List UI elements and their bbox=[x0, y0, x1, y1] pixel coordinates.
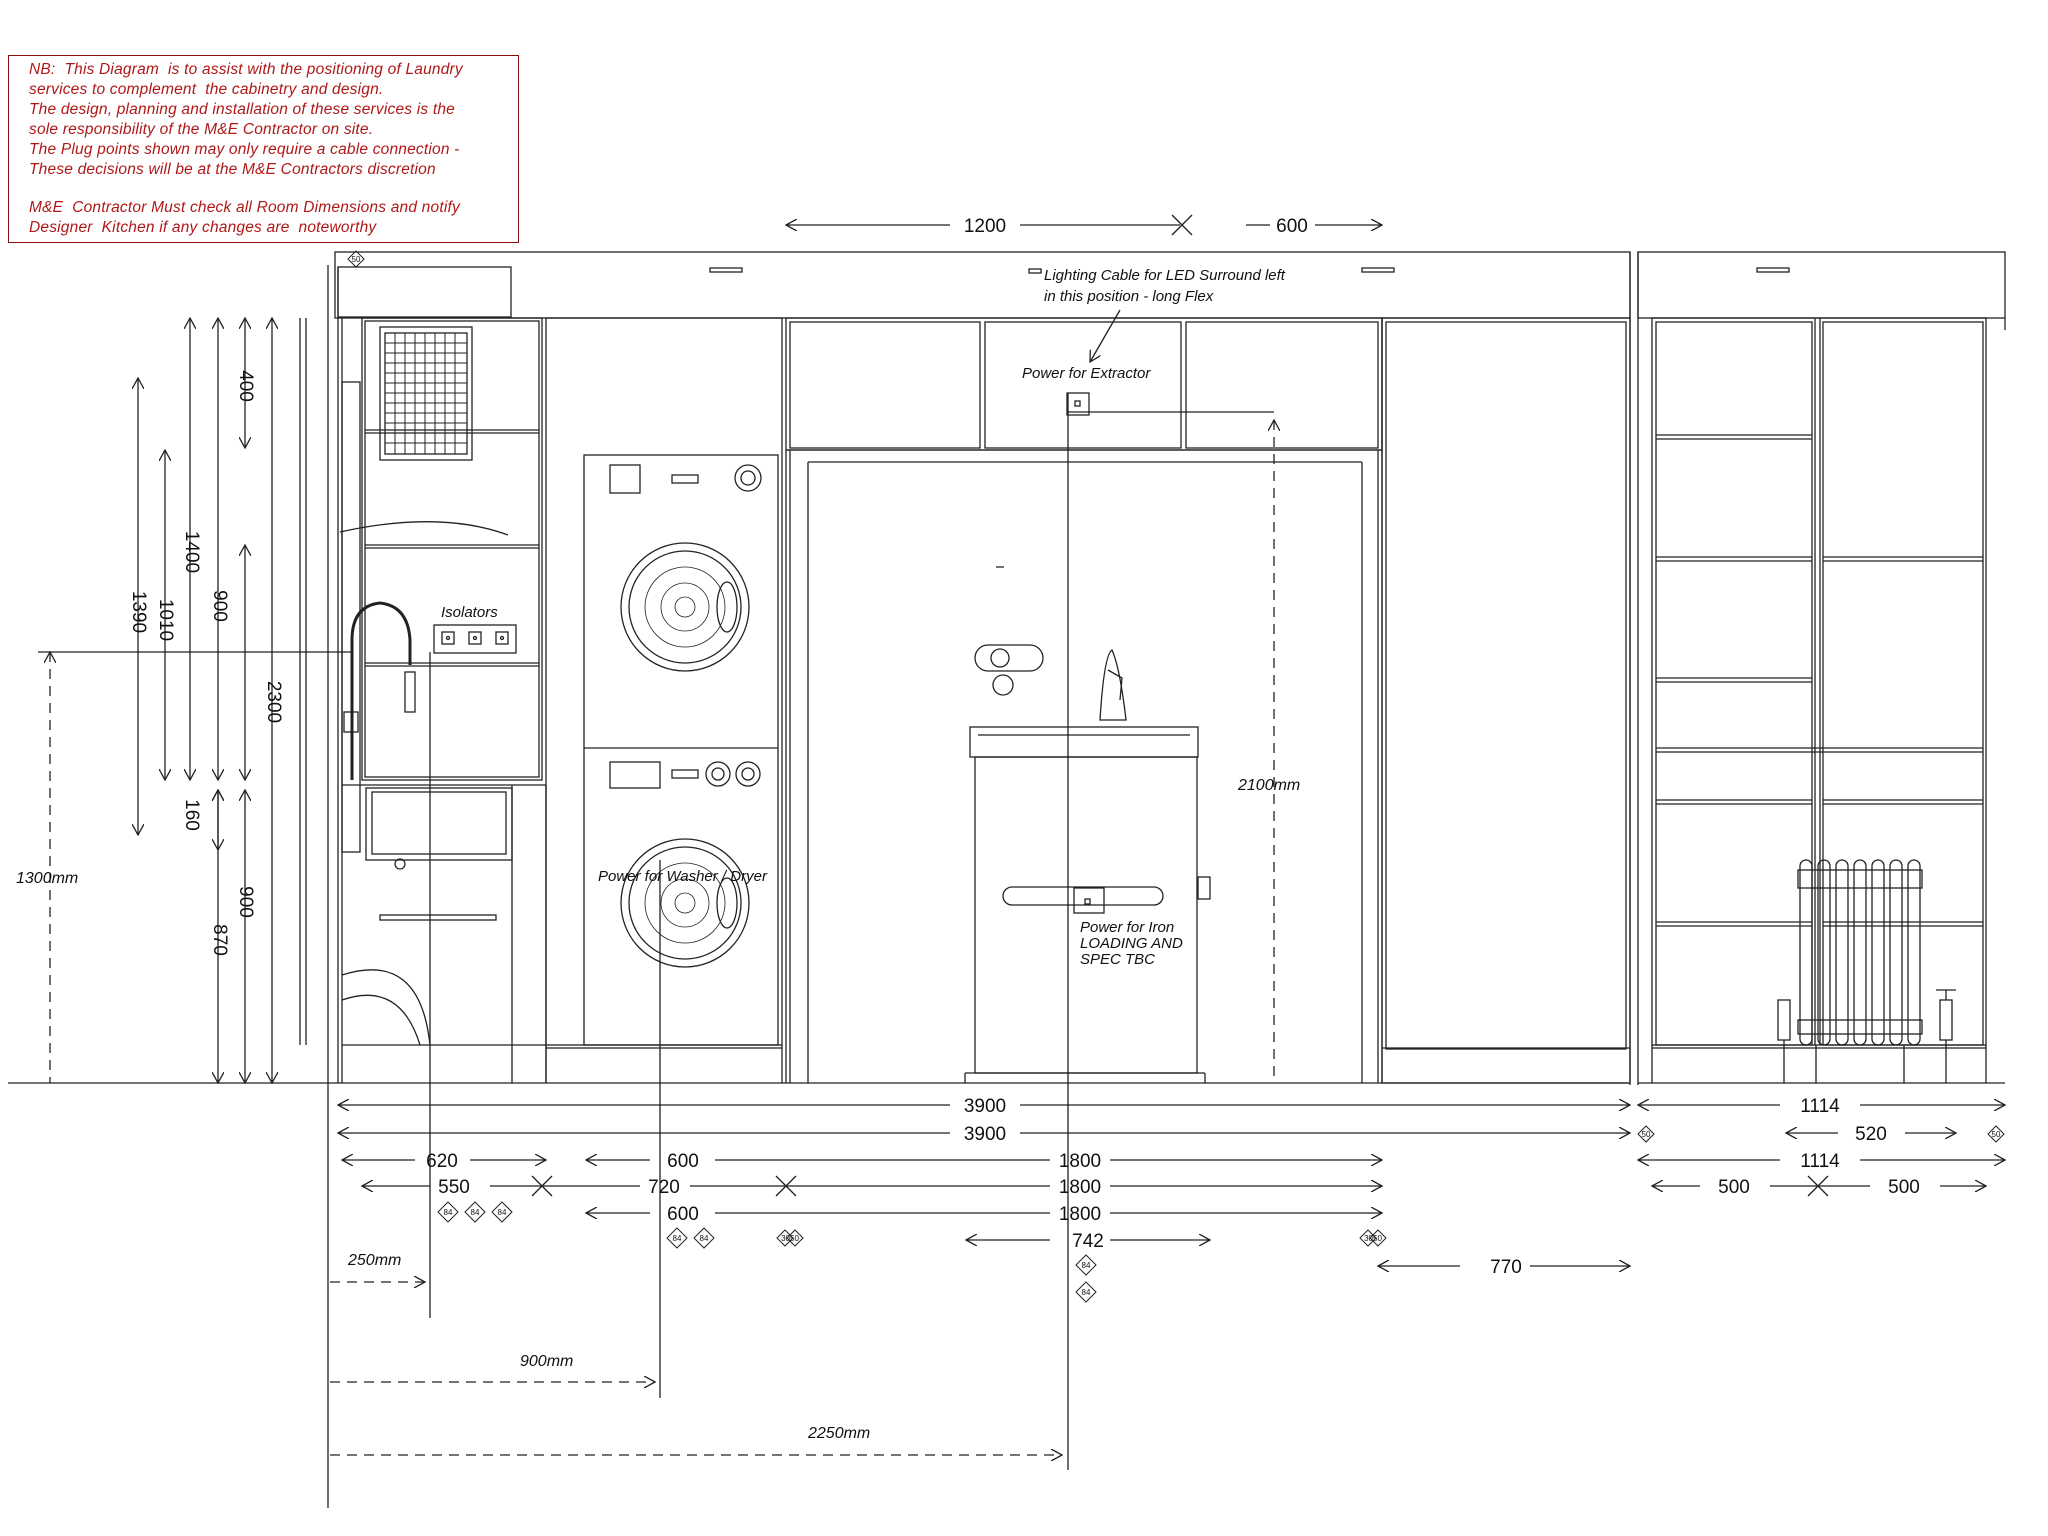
power-iron-label-3: SPEC TBC bbox=[1080, 951, 1156, 968]
vdim-2300: 2300 bbox=[263, 680, 284, 724]
tag-3050: 3050 bbox=[781, 1234, 799, 1243]
note-line-3: The design, planning and installation of these services is the bbox=[29, 101, 455, 118]
power-extractor-label: Power for Extractor bbox=[1022, 365, 1151, 382]
tag-50: 50 bbox=[1641, 1130, 1651, 1139]
lighting-cable-label: Lighting Cable for LED Surround left bbox=[1044, 267, 1285, 284]
dim-520: 520 bbox=[1855, 1124, 1887, 1145]
tag-50: 50 bbox=[351, 255, 361, 264]
dim-620: 620 bbox=[426, 1151, 458, 1172]
note-line-2: services to complement the cabinetry and design. bbox=[29, 81, 384, 98]
tag-84: 84 bbox=[1081, 1288, 1091, 1297]
dim-600-a: 600 bbox=[667, 1151, 699, 1172]
tag-50: 50 bbox=[1991, 1130, 2001, 1139]
vdim-900-lower: 900 bbox=[235, 886, 256, 918]
note-line-1: NB: This Diagram is to assist with the positioning of Laundry bbox=[29, 61, 463, 78]
dim-742: 742 bbox=[1072, 1231, 1104, 1252]
vdim-400: 400 bbox=[235, 370, 256, 402]
dim-500-a: 500 bbox=[1718, 1177, 1750, 1198]
offset-250-label: 250mm bbox=[348, 1252, 402, 1269]
sink-cabinet bbox=[338, 267, 546, 1083]
dim-1114-a: 1114 bbox=[1800, 1096, 1840, 1117]
vdim-870: 870 bbox=[209, 924, 230, 956]
washer-dryer-tower bbox=[546, 318, 782, 1083]
offset-2250-label: 2250mm bbox=[808, 1425, 871, 1442]
height-2100-label: 2100mm bbox=[1238, 777, 1301, 794]
vdim-1390: 1390 bbox=[128, 590, 149, 634]
height-1300-label: 1300mm bbox=[16, 870, 79, 887]
vertical-dimensions bbox=[38, 318, 352, 1083]
dim-1800-a: 1800 bbox=[1058, 1151, 1102, 1172]
tag-84: 84 bbox=[1081, 1261, 1091, 1270]
vdim-1400: 1400 bbox=[181, 530, 202, 574]
isolators-label: Isolators bbox=[441, 604, 498, 621]
vdim-1010: 1010 bbox=[155, 598, 176, 642]
dim-1114-b: 1114 bbox=[1800, 1151, 1840, 1172]
note-line-4: sole responsibility of the M&E Contractor on site. bbox=[29, 121, 374, 138]
dim-550: 550 bbox=[438, 1177, 470, 1198]
tag-84: 84 bbox=[470, 1208, 480, 1217]
dim-1800-c: 1800 bbox=[1058, 1204, 1102, 1225]
note-line-6: These decisions will be at the M&E Contractors discretion bbox=[29, 161, 436, 178]
offset-900-label: 900mm bbox=[520, 1353, 574, 1370]
tag-diamonds bbox=[348, 251, 2004, 1302]
note-line-5: The Plug points shown may only require a cable connection - bbox=[29, 141, 460, 158]
shelving-unit bbox=[1652, 318, 1986, 1083]
vdim-160: 160 bbox=[181, 799, 202, 831]
tag-84: 84 bbox=[497, 1208, 507, 1217]
note-line-8: Designer Kitchen if any changes are noteworthy bbox=[29, 219, 377, 236]
tag-84: 84 bbox=[699, 1234, 709, 1243]
power-washer-label: Power for Washer / Dryer bbox=[598, 868, 767, 885]
dim-3900-b: 3900 bbox=[963, 1124, 1007, 1145]
power-iron-label: Power for Iron bbox=[1080, 919, 1175, 936]
dim-770: 770 bbox=[1490, 1257, 1522, 1278]
bottom-dimensions bbox=[330, 1105, 2005, 1455]
note-line-7: M&E Contractor Must check all Room Dimensions and notify bbox=[29, 199, 460, 216]
dim-1800-b: 1800 bbox=[1058, 1177, 1102, 1198]
dim-500-b: 500 bbox=[1888, 1177, 1920, 1198]
central-bay bbox=[786, 318, 1382, 1083]
bulkhead bbox=[335, 252, 2005, 1085]
dim-600-b: 600 bbox=[667, 1204, 699, 1225]
radiator bbox=[1778, 860, 1956, 1083]
annotation-text bbox=[16, 216, 2001, 1442]
dim-3900-a: 3900 bbox=[963, 1096, 1007, 1117]
dim-600-top: 600 bbox=[1276, 216, 1308, 237]
dim-1200: 1200 bbox=[963, 216, 1007, 237]
lighting-cable-label-2: in this position - long Flex bbox=[1044, 288, 1214, 305]
power-iron-label-2: LOADING AND bbox=[1080, 935, 1183, 952]
tag-84: 84 bbox=[443, 1208, 453, 1217]
tag-84: 84 bbox=[672, 1234, 682, 1243]
tag-3050: 3050 bbox=[1364, 1234, 1382, 1243]
dim-720: 720 bbox=[648, 1177, 680, 1198]
tall-cabinet bbox=[1382, 318, 1630, 1083]
vdim-900-upper: 900 bbox=[209, 590, 230, 622]
